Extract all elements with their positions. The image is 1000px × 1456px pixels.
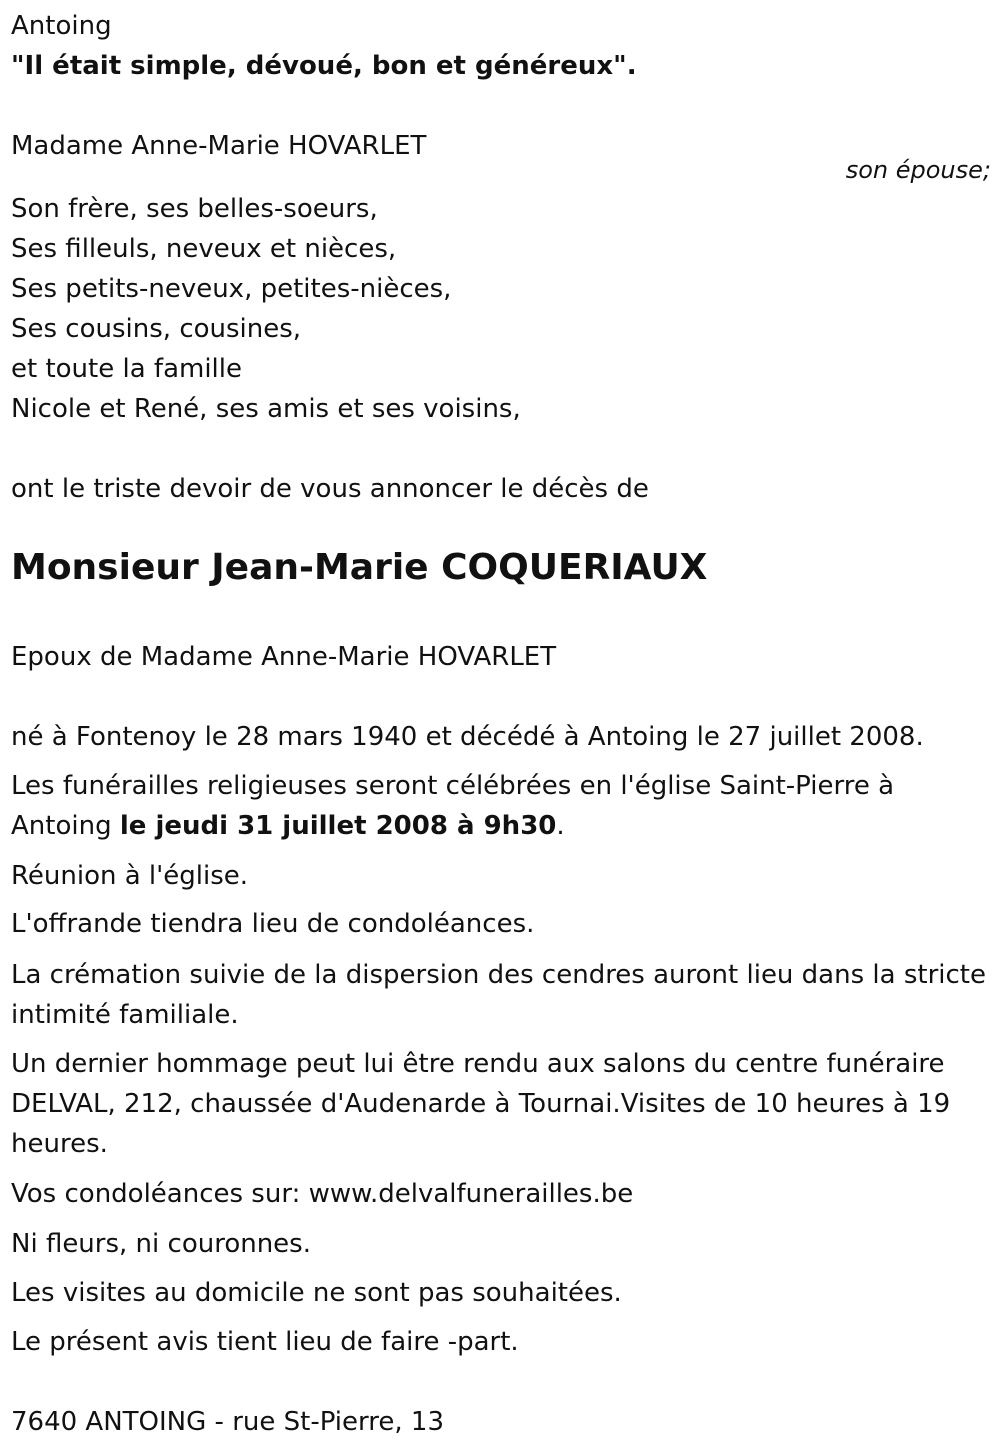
hommage-paragraph: Un dernier hommage peut lui être rendu aux salons du centre funéraire DELVAL, 212, chaussée d'Audenarde à Tournai.Visites de 10 heures à 19 heures. bbox=[11, 1049, 951, 1159]
home-visits-line: Les visites au domicile ne sont pas souhaitées. bbox=[11, 1278, 622, 1308]
deceased-name: Monsieur Jean-Marie COQUERIAUX bbox=[11, 547, 708, 588]
birth-death-line: né à Fontenoy le 28 mars 1940 et décédé à Antoing le 27 juillet 2008. bbox=[11, 722, 924, 752]
announcement-line: ont le triste devoir de vous annoncer le décès de bbox=[11, 474, 649, 504]
spouse-name: Madame Anne-Marie HOVARLET bbox=[11, 131, 427, 161]
condoleances-line: Vos condoléances sur: www.delvalfunerailles.be bbox=[11, 1179, 634, 1209]
funeral-date: le jeudi 31 juillet 2008 à 9h30 bbox=[119, 811, 557, 841]
quote-line: "Il était simple, dévoué, bon et généreux". bbox=[11, 51, 637, 81]
offrande-line: L'offrande tiendra lieu de condoléances. bbox=[11, 909, 535, 939]
funeral-period: . bbox=[556, 811, 565, 841]
flowers-line: Ni fleurs, ni couronnes. bbox=[11, 1229, 311, 1259]
reunion-line: Réunion à l'église. bbox=[11, 861, 249, 891]
spouse-of-line: Epoux de Madame Anne-Marie HOVARLET bbox=[11, 642, 557, 672]
spouse-relation: son épouse; bbox=[845, 156, 991, 184]
family-line: Son frère, ses belles-soeurs, bbox=[11, 194, 378, 224]
family-line: Ses filleuls, neveux et nièces, bbox=[11, 234, 397, 264]
family-line: Ses petits-neveux, petites-nièces, bbox=[11, 274, 452, 304]
family-line: Ses cousins, cousines, bbox=[11, 314, 302, 344]
cremation-paragraph: La crémation suivie de la dispersion des cendres auront lieu dans la stricte intimité familiale. bbox=[11, 960, 986, 1030]
funeral-paragraph bbox=[11, 766, 986, 846]
funeral-text: Les funérailles religieuses seront célébrées en l'église Saint-Pierre à Antoing bbox=[11, 771, 895, 841]
family-line: et toute la famille bbox=[11, 354, 242, 384]
town-heading: Antoing bbox=[11, 11, 112, 41]
family-line: Nicole et René, ses amis et ses voisins, bbox=[11, 394, 521, 424]
address-line: 7640 ANTOING - rue St-Pierre, 13 bbox=[11, 1407, 444, 1437]
notice-line: Le présent avis tient lieu de faire -part. bbox=[11, 1327, 519, 1357]
